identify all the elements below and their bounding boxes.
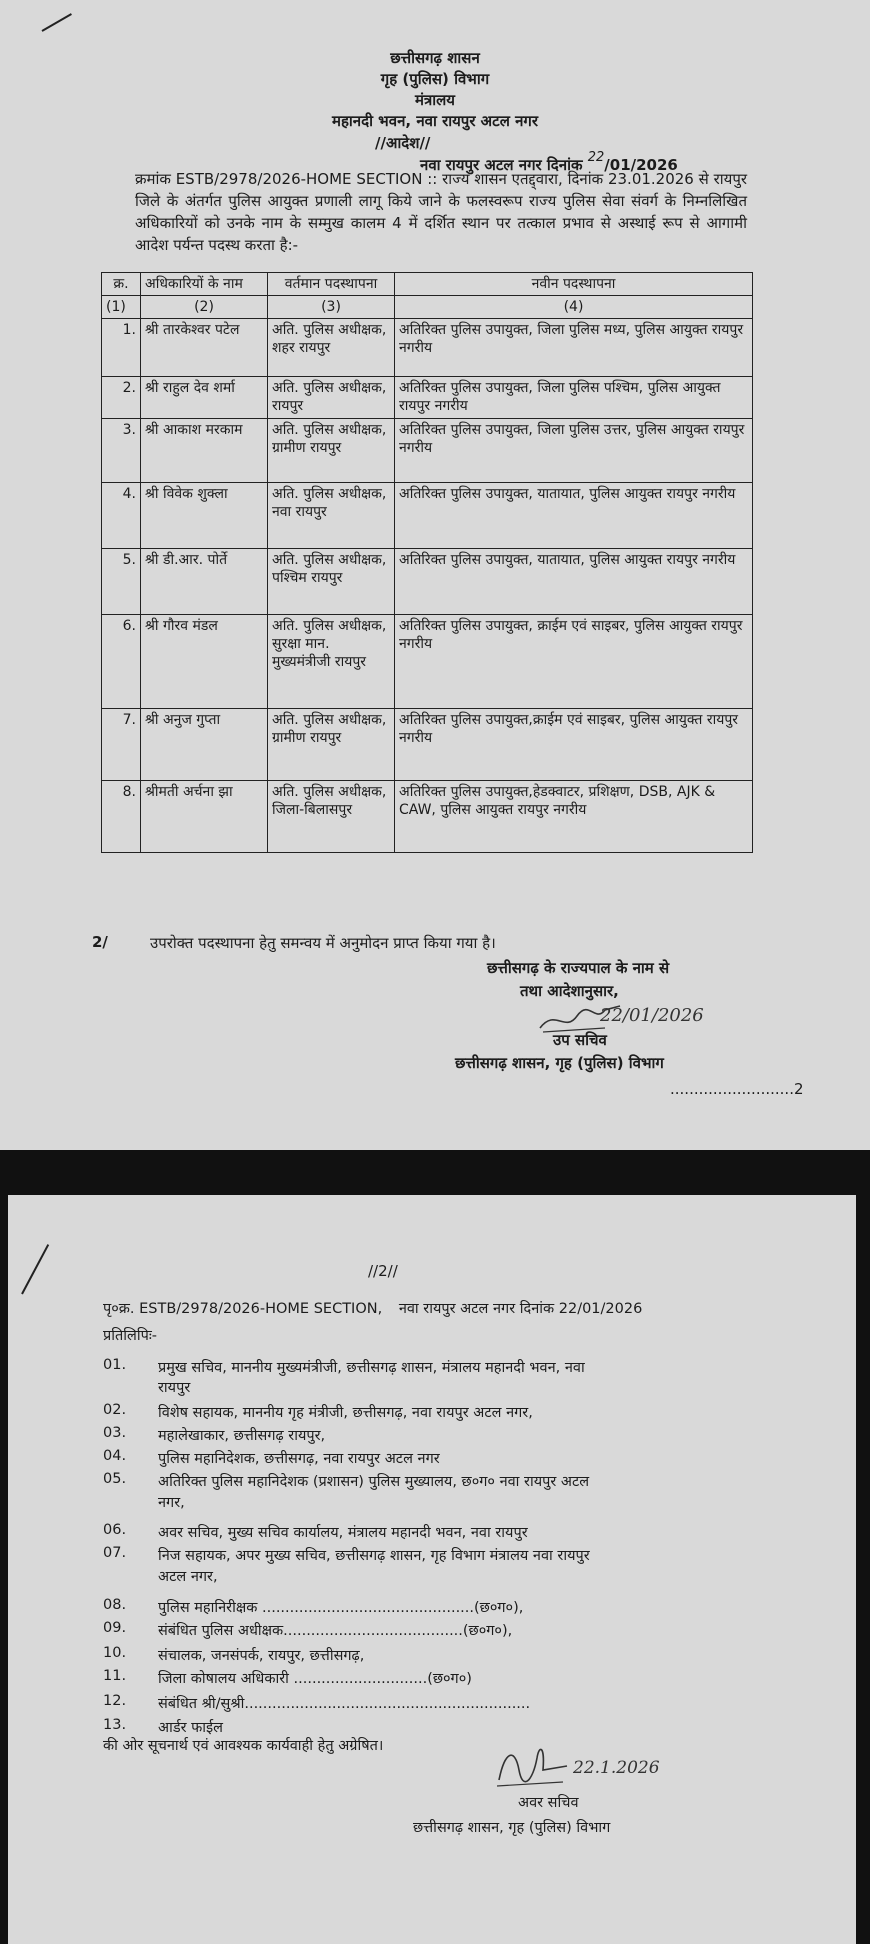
list-item-number: 08. xyxy=(103,1597,127,1613)
pen-mark xyxy=(42,13,72,32)
row-current-posting: अति. पुलिस अधीक्षक, नवा रायपुर xyxy=(268,483,395,549)
list-item-number: 10. xyxy=(103,1645,127,1661)
row-new-posting: अतिरिक्त पुलिस उपायुक्त, जिला पुलिस पश्चिम, पुलिस आयुक्त रायपुर नगरीय xyxy=(395,377,753,419)
row-serial: 4. xyxy=(102,483,141,549)
header-name: अधिकारियों के नाम xyxy=(141,273,268,296)
list-item-text: पुलिस महानिदेशक, छत्तीसगढ़, नवा रायपुर अटल नगर xyxy=(158,1451,440,1467)
signature-date-handwritten: 22/01/2026 xyxy=(600,1005,704,1026)
table-row xyxy=(102,419,753,483)
list-item-number: 03. xyxy=(103,1425,127,1441)
reference-date: नवा रायपुर अटल नगर दिनांक 22/01/2026 xyxy=(398,1301,643,1317)
row-current-posting: अति. पुलिस अधीक्षक, सुरक्षा मान. मुख्यमंत्रीजी रायपुर xyxy=(268,615,395,709)
list-item-text: संबंधित श्री/सुश्री.............................................................. xyxy=(158,1696,531,1712)
page-number: //2// xyxy=(368,1262,398,1280)
list-item-text: प्रमुख सचिव, माननीय मुख्यमंत्रीजी, छत्तीसगढ़ शासन, मंत्रालय महानदी भवन, नवा xyxy=(158,1360,585,1376)
list-item-text: पुलिस महानिरीक्षक ..............................................(छ०ग०), xyxy=(158,1600,524,1616)
list-item-text: नगर, xyxy=(158,1495,185,1511)
list-item-number: 02. xyxy=(103,1402,127,1418)
row-new-posting: अतिरिक्त पुलिस उपायुक्त,हेडक्वाटर, प्रशिक्षण, DSB, AJK & CAW, पुलिस आयुक्त रायपुर नगरीय xyxy=(395,781,753,853)
list-item-text: संबंधित पुलिस अधीक्षक.......................................(छ०ग०), xyxy=(158,1623,513,1639)
order-label: //आदेश// xyxy=(375,134,431,152)
table-row xyxy=(102,709,753,781)
row-officer-name: श्री अनुज गुप्ता xyxy=(141,709,268,781)
colnum-3: (3) xyxy=(268,296,395,319)
table-header-row xyxy=(102,273,753,296)
list-item-number: 12. xyxy=(103,1693,127,1709)
govt-title: छत्तीसगढ़ शासन xyxy=(390,49,480,67)
row-serial: 3. xyxy=(102,419,141,483)
list-item-text: जिला कोषालय अधिकारी .............................(छ०ग०) xyxy=(158,1671,472,1687)
row-officer-name: श्री तारकेश्वर पटेल xyxy=(141,319,268,377)
list-item-text: अवर सचिव, मुख्य सचिव कार्यालय, मंत्रालय महानदी भवन, नवा रायपुर xyxy=(158,1525,528,1541)
forward-text: की ओर सूचनार्थ एवं आवश्यक कार्यवाही हेतु अग्रेषित। xyxy=(103,1738,384,1754)
row-serial: 2. xyxy=(102,377,141,419)
deputy-secretary-title: उप सचिव xyxy=(553,1031,607,1049)
list-item-number: 04. xyxy=(103,1448,127,1464)
list-item-number: 05. xyxy=(103,1471,127,1487)
row-current-posting: अति. पुलिस अधीक्षक, ग्रामीण रायपुर xyxy=(268,709,395,781)
para2-number: 2/ xyxy=(92,933,108,951)
colnum-4: (4) xyxy=(395,296,753,319)
colnum-2: (2) xyxy=(141,296,268,319)
list-item-number: 07. xyxy=(103,1545,127,1561)
date-prefix: नवा रायपुर अटल नगर दिनांक xyxy=(420,156,583,174)
row-new-posting: अतिरिक्त पुलिस उपायुक्त, जिला पुलिस मध्य, पुलिस आयुक्त रायपुर नगरीय xyxy=(395,319,753,377)
list-item-text: अटल नगर, xyxy=(158,1569,218,1585)
list-item-text: अतिरिक्त पुलिस महानिदेशक (प्रशासन) पुलिस मुख्यालय, छ०ग० नवा रायपुर अटल xyxy=(158,1474,590,1490)
continued-marker: ..........................2 xyxy=(670,1080,804,1098)
row-officer-name: श्री विवेक शुक्ला xyxy=(141,483,268,549)
copy-recipient-list xyxy=(103,1357,823,1827)
reference-number: पृ०क्र. ESTB/2978/2026-HOME SECTION, xyxy=(103,1301,383,1317)
posting-table xyxy=(101,272,753,853)
row-serial: 8. xyxy=(102,781,141,853)
order-line: तथा आदेशानुसार, xyxy=(520,982,619,1000)
ministry-title: मंत्रालय xyxy=(414,91,455,109)
intro-paragraph: क्रमांक ESTB/2978/2026-HOME SECTION :: राज्य शासन एतद्द्वारा, दिनांक 23.01.2026 से रायपुर जिले के अंतर्गत पुलिस आयुक्त प्रणाली लागू किये जाने के फलस्वरूप राज्य पुलिस सेवा संवर्ग के निम्नलिखित अधिकारियों को उनके नाम के सम्मुख कालम 4 में दर्शित स्थान पर तत्काल प्रभाव से अस्थाई रूप से आगामी आदेश पर्यन्त पदस्थ करता है:- xyxy=(135,170,747,254)
list-item-text: महालेखाकार, छत्तीसगढ़ रायपुर, xyxy=(158,1428,326,1444)
list-item-text: रायपुर xyxy=(158,1380,191,1396)
pen-mark xyxy=(21,1244,49,1294)
row-current-posting: अति. पुलिस अधीक्षक, जिला-बिलासपुर xyxy=(268,781,395,853)
row-current-posting: अति. पुलिस अधीक्षक, ग्रामीण रायपुर xyxy=(268,419,395,483)
header-serial: क्र. xyxy=(102,273,141,296)
list-item-number: 06. xyxy=(103,1522,127,1538)
row-serial: 5. xyxy=(102,549,141,615)
row-new-posting: अतिरिक्त पुलिस उपायुक्त, यातायात, पुलिस आयुक्त रायपुर नगरीय xyxy=(395,549,753,615)
signatory-department: छत्तीसगढ़ शासन, गृह (पुलिस) विभाग xyxy=(413,1820,611,1836)
colnum-1: (1) xyxy=(102,296,141,319)
para2-text: उपरोक्त पदस्थापना हेतु समन्वय में अनुमोदन प्राप्त किया गया है। xyxy=(150,934,496,952)
list-item-text: आर्डर फाईल xyxy=(158,1720,224,1736)
row-officer-name: श्रीमती अर्चना झा xyxy=(141,781,268,853)
reference-line xyxy=(103,1298,642,1318)
row-current-posting: अति. पुलिस अधीक्षक, शहर रायपुर xyxy=(268,319,395,377)
table-row xyxy=(102,319,753,377)
date-rest: /01/2026 xyxy=(604,156,678,174)
table-row xyxy=(102,615,753,709)
signature-date-handwritten: 22.1.2026 xyxy=(573,1758,660,1778)
list-item-number: 01. xyxy=(103,1357,127,1373)
row-serial: 6. xyxy=(102,615,141,709)
row-current-posting: अति. पुलिस अधीक्षक, रायपुर xyxy=(268,377,395,419)
row-new-posting: अतिरिक्त पुलिस उपायुक्त,क्राईम एवं साइबर, पुलिस आयुक्त रायपुर नगरीय xyxy=(395,709,753,781)
signatory-department: छत्तीसगढ़ शासन, गृह (पुलिस) विभाग xyxy=(455,1054,664,1072)
under-secretary-title: अवर सचिव xyxy=(518,1795,579,1811)
list-item-number: 09. xyxy=(103,1620,127,1636)
table-row xyxy=(102,483,753,549)
table-row xyxy=(102,549,753,615)
row-officer-name: श्री राहुल देव शर्मा xyxy=(141,377,268,419)
department-title: गृह (पुलिस) विभाग xyxy=(380,70,490,88)
list-item-text: संचालक, जनसंपर्क, रायपुर, छत्तीसगढ़, xyxy=(158,1648,365,1664)
row-new-posting: अतिरिक्त पुलिस उपायुक्त, क्राईम एवं साइबर, पुलिस आयुक्त रायपुर नगरीय xyxy=(395,615,753,709)
date-day-handwritten: 22 xyxy=(587,150,605,165)
row-officer-name: श्री गौरव मंडल xyxy=(141,615,268,709)
row-new-posting: अतिरिक्त पुलिस उपायुक्त, जिला पुलिस उत्तर, पुलिस आयुक्त रायपुर नगरीय xyxy=(395,419,753,483)
header-new-posting: नवीन पदस्थापना xyxy=(395,273,753,296)
row-officer-name: श्री डी.आर. पोर्ते xyxy=(141,549,268,615)
order-page-2 xyxy=(8,1195,856,1944)
row-serial: 1. xyxy=(102,319,141,377)
signature-scribble-icon xyxy=(493,1740,573,1790)
list-item-text: विशेष सहायक, माननीय गृह मंत्रीजी, छत्तीसगढ़, नवा रायपुर अटल नगर, xyxy=(158,1405,533,1421)
row-serial: 7. xyxy=(102,709,141,781)
list-item-number: 11. xyxy=(103,1668,127,1684)
table-row xyxy=(102,377,753,419)
row-new-posting: अतिरिक्त पुलिस उपायुक्त, यातायात, पुलिस आयुक्त रायपुर नगरीय xyxy=(395,483,753,549)
row-officer-name: श्री आकाश मरकाम xyxy=(141,419,268,483)
table-row xyxy=(102,781,753,853)
list-item-number: 13. xyxy=(103,1717,127,1733)
row-current-posting: अति. पुलिस अधीक्षक, पश्चिम रायपुर xyxy=(268,549,395,615)
table-colnum-row xyxy=(102,296,753,319)
list-item-text: निज सहायक, अपर मुख्य सचिव, छत्तीसगढ़ शासन, गृह विभाग मंत्रालय नवा रायपुर xyxy=(158,1548,590,1564)
address-line: महानदी भवन, नवा रायपुर अटल नगर xyxy=(331,112,539,130)
copy-label: प्रतिलिपिः- xyxy=(103,1328,158,1344)
header-current-posting: वर्तमान पदस्थापना xyxy=(268,273,395,296)
governor-line: छत्तीसगढ़ के राज्यपाल के नाम से xyxy=(487,959,670,977)
